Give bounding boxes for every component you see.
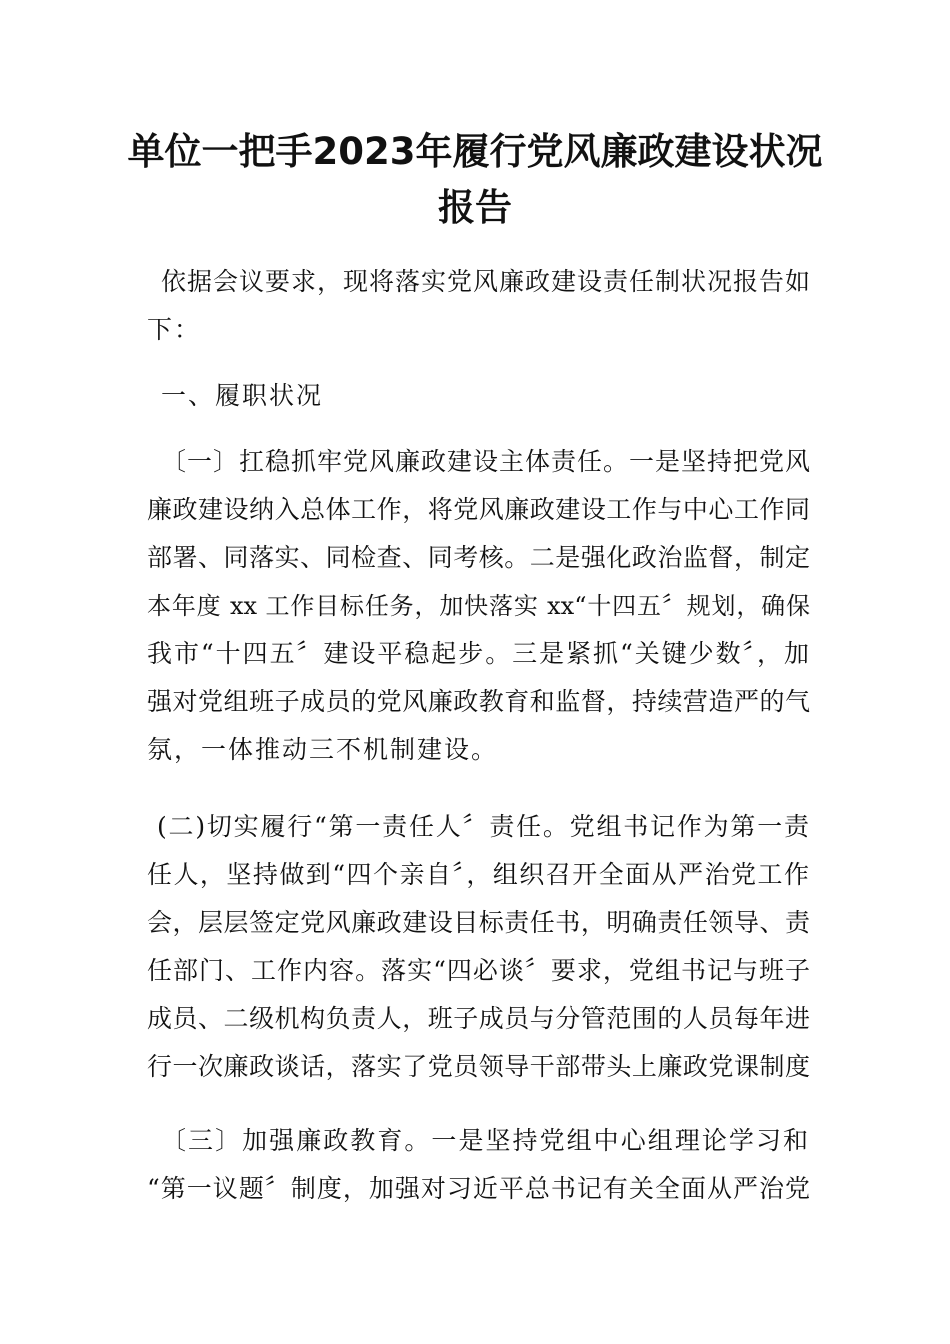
paragraph-line: 强对党组班子成员的党风廉政教育和监督，持续营造严的气 [147,687,810,716]
paragraph-line: 一、履职状况 [161,381,324,410]
paragraph-line: 成员、二级机构负责人，班子成员与分管范围的人员每年进 [147,1004,810,1033]
paragraph-line: (二)切实履行“第一责任人〞责任。党组书记作为第一责 [157,812,810,841]
paragraph-line: 〔一〕扛稳抓牢党风廉政建设主体责任。一是坚持把党风 [161,447,810,476]
section-heading [147,372,810,420]
paragraph-line: 我市“十四五〞建设平稳起步。三是紧抓“关键少数〞，加 [147,639,810,668]
paragraph-item-1 [147,438,810,774]
document-title-line-2: 报告 [438,186,512,229]
paragraph-line: 下： [147,315,202,344]
paragraph-line: 任人，坚持做到“四个亲自〞，组织召开全面从严治党工作 [147,860,810,889]
paragraph-line: “第一议题〞制度，加强对习近平总书记有关全面从严治党 [147,1174,810,1203]
paragraph-line: 会，层层签定党风廉政建设目标责任书，明确责任领导、责 [147,908,810,937]
paragraph-item-3 [147,1117,810,1213]
paragraph-intro [147,258,810,354]
paragraph-line: 本年度 xx 工作目标任务，加快落实 xx“十四五〞规划，确保 [147,592,810,620]
paragraph-line: 氛，一体推动三不机制建设。 [147,735,499,764]
paragraph-item-2 [147,803,810,1091]
paragraph-line: 廉政建设纳入总体工作，将党风廉政建设工作与中心工作同 [147,495,810,524]
paragraph-line: 部署、同落实、同检查、同考核。二是强化政治监督，制定 [147,543,810,572]
paragraph-line: 任部门、工作内容。落实“四必谈〞要求，党组书记与班子 [147,956,810,985]
paragraph-line: 〔三〕加强廉政教育。一是坚持党组中心组理论学习和 [161,1126,810,1155]
paragraph-line: 行一次廉政谈话，落实了党员领导干部带头上廉政党课制度 [147,1052,810,1081]
paragraph-line: 依据会议要求，现将落实党风廉政建设责任制状况报告如 [161,267,810,296]
document-title-line-1: 单位一把手2023年履行党风廉政建设状况 [127,130,823,173]
